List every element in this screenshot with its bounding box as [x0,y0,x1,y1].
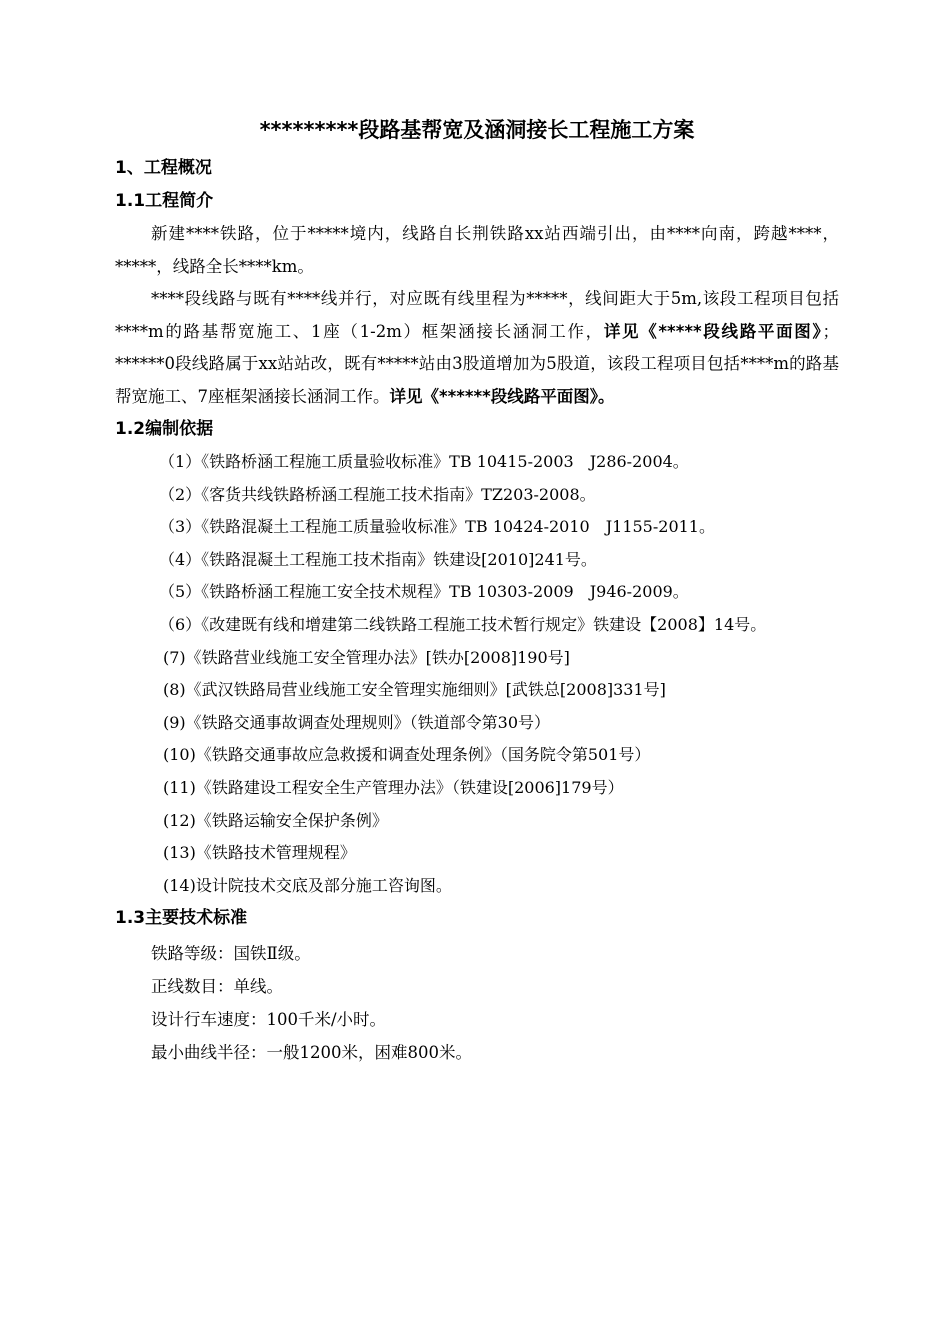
intro-paragraph-2-text-b: ；******0段线路属于xx站站改，既有*****站由3股道增加为5股道，该段工程项目包括****m的路基帮宽施工、7座框架涵接长涵洞工作。 [115,321,839,406]
document-title: *********段路基帮宽及涵洞接长工程施工方案 [259,118,695,142]
basis-item: （3）《铁路混凝土工程施工质量验收标准》TB 10424-2010 J1155-2011。 [159,517,715,537]
standard-item-main-lines: 正线数目：单线。 [151,977,283,997]
basis-item: (13)《铁路技术管理规程》 [163,843,356,863]
standard-item-min-curve-radius: 最小曲线半径：一般1200米，困难800米。 [151,1043,472,1063]
section-heading-1-2: 1.2编制依据 [115,419,214,439]
basis-item: (14)设计院技术交底及部分施工咨询图。 [163,875,452,895]
basis-item: (7)《铁路营业线施工安全管理办法》[铁办[2008]190号] [163,647,570,667]
intro-paragraph-2-reference-b: 详见《******段线路平面图》。 [389,386,615,406]
basis-list [115,446,839,902]
basis-item: (12)《铁路运输安全保护条例》 [163,810,388,830]
basis-item: （1）《铁路桥涵工程施工质量验收标准》TB 10415-2003 J286-2004。 [159,452,689,471]
intro-paragraph-2-reference-a: 详见《*****段线路平面图》 [603,321,823,341]
basis-item: (10)《铁路交通事故应急救援和调查处理条例》（国务院令第501号） [163,745,651,765]
section-heading-1: 1、工程概况 [115,158,212,178]
intro-paragraph-1: 新建****铁路，位于*****境内，线路自长荆铁路xx站西端引出，由****向南，跨越****，*****，线路全长****km。 [115,224,839,276]
standard-item-railway-grade: 铁路等级：国铁Ⅱ级。 [151,944,311,964]
basis-item: （5）《铁路桥涵工程施工安全技术规程》TB 10303-2009 J946-2009。 [159,582,689,602]
basis-item: (9)《铁路交通事故调查处理规则》（铁道部令第30号） [163,712,551,732]
basis-item: （6）《改建既有线和增建第二线铁路工程施工技术暂行规定》铁建设【2008】14号。 [159,614,767,634]
basis-item: （4）《铁路混凝土工程施工技术指南》铁建设[2010]241号。 [159,549,597,569]
intro-paragraph-2 [115,283,839,413]
basis-item: (11)《铁路建设工程安全生产管理办法》（铁建设[2006]179号） [163,777,624,797]
document-page [115,110,839,1069]
section-heading-1-3: 1.3主要技术标准 [115,908,248,929]
basis-item: （2）《客货共线铁路桥涵工程施工技术指南》TZ203-2008。 [159,484,596,504]
basis-item: (8)《武汉铁路局营业线施工安全管理实施细则》[武铁总[2008]331号] [163,680,666,700]
section-heading-1-1: 1.1工程简介 [115,191,214,211]
intro-paragraph-2-text-a: ****段线路与既有****线并行，对应既有线里程为*****，线间距大于5m,该段工程项目包括****m的路基帮宽施工、1座（1-2m）框架涵接长涵洞工作， [115,289,839,341]
standard-item-design-speed: 设计行车速度：100千米/小时。 [151,1010,387,1030]
